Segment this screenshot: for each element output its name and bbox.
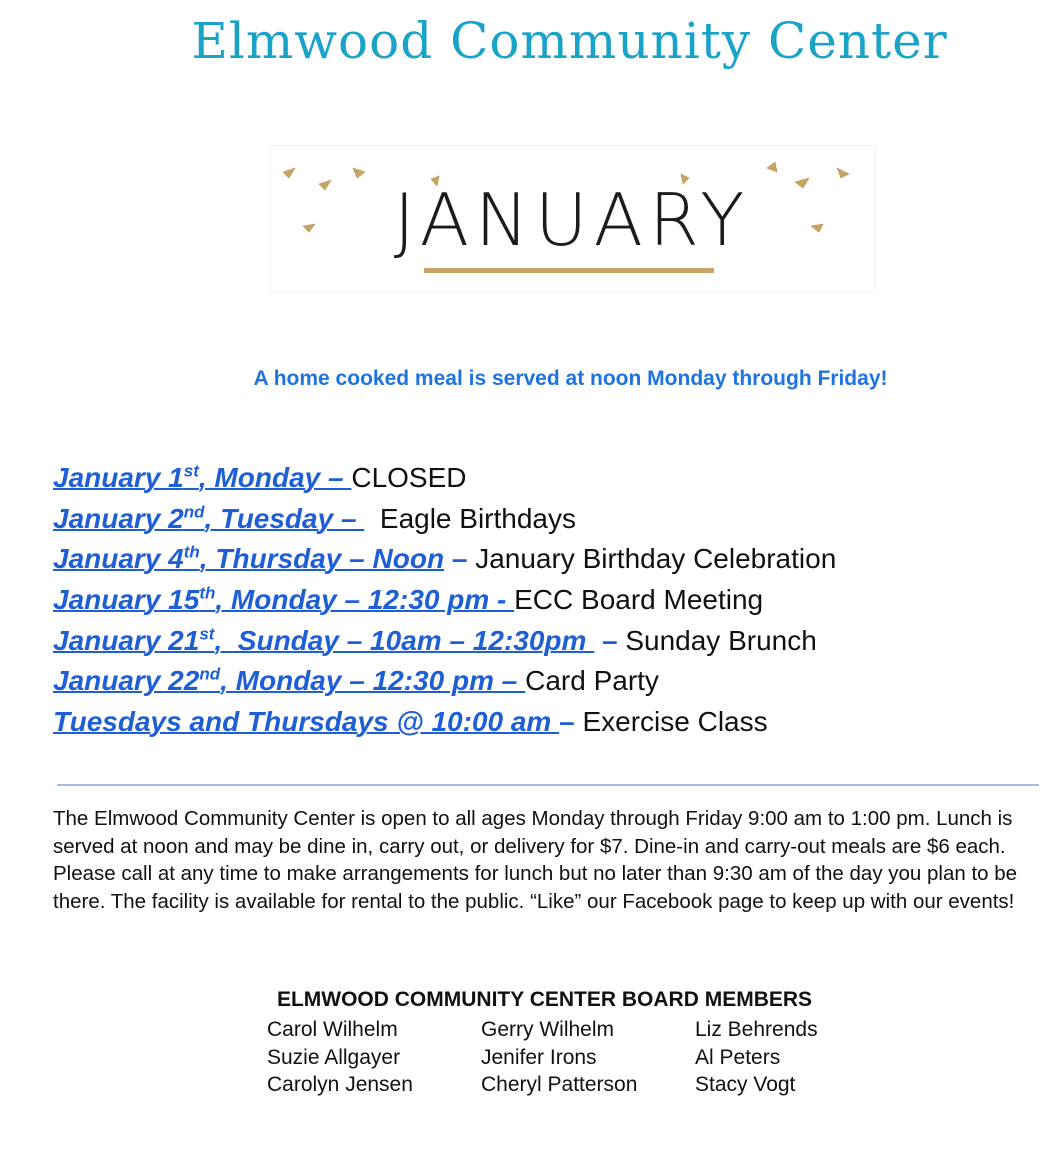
event-name: Sunday Brunch — [625, 624, 817, 656]
event-item — [53, 702, 836, 743]
board-member: Liz Behrends — [695, 1018, 818, 1041]
board-member: Jenifer Irons — [481, 1045, 597, 1069]
event-item — [53, 621, 836, 662]
board-member: Suzie Allgayer — [267, 1045, 401, 1069]
section-divider — [57, 784, 1039, 786]
event-item — [53, 539, 836, 580]
month-heading: JANUARY — [393, 178, 751, 262]
event-separator: – — [444, 543, 476, 575]
confetti-piece-9 — [837, 168, 849, 178]
event-separator: – — [594, 624, 626, 656]
board-heading: ELMWOOD COMMUNITY CENTER BOARD MEMBERS — [276, 988, 813, 1011]
event-name: ECC Board Meeting — [514, 584, 764, 616]
event-separator — [364, 503, 380, 534]
month-underline — [424, 268, 714, 273]
event-date-link[interactable]: January 2nd, Tuesday – — [53, 502, 365, 534]
board-member: Stacy Vogt — [695, 1073, 796, 1096]
event-item — [53, 580, 836, 621]
board-member: Cheryl Patterson — [481, 1073, 638, 1096]
confetti-piece-1 — [283, 168, 295, 178]
confetti-piece-7 — [767, 162, 777, 172]
board-member: Carol Wilhelm — [267, 1018, 398, 1041]
page-title: Elmwood Community Center — [191, 12, 948, 70]
confetti-piece-3 — [353, 168, 365, 178]
event-name: Exercise Class — [582, 706, 768, 738]
event-date-link[interactable]: January 21st, Sunday – 10am – 12:30pm — [53, 624, 595, 656]
board-member: Al Peters — [695, 1045, 781, 1069]
board-member: Carolyn Jensen — [267, 1073, 413, 1096]
board-member: Gerry Wilhelm — [481, 1018, 615, 1041]
event-item — [53, 499, 836, 540]
event-date-link[interactable]: January 15th, Monday – 12:30 pm - — [53, 583, 515, 616]
event-separator: – — [559, 706, 583, 738]
event-date-link[interactable]: Tuesdays and Thursdays @ 10:00 am — [53, 706, 560, 738]
event-name: Card Party — [525, 665, 659, 697]
event-name: CLOSED — [351, 462, 467, 493]
event-date-link[interactable]: January 1st, Monday – — [53, 461, 352, 493]
event-name: January Birthday Celebration — [475, 543, 837, 575]
event-item — [53, 458, 836, 499]
about-paragraph: The Elmwood Community Center is open to all ages Monday through Friday 9:00 am to 1:00 pm. Lunch is served at noon and may be dine in, carry out, or delivery for $7. Dine-in and carry-out meals are $6 each. Please call at any time to make arrangements for lunch but no later than 9:30 am of the day you plan to be there. The facility is available for rental to the public. “Like” our Facebook page to keep up with our events! — [53, 807, 1018, 913]
meal-notice: A home cooked meal is served at noon Monday through Friday! — [253, 367, 888, 390]
event-list — [53, 458, 836, 743]
event-name: Eagle Birthdays — [379, 502, 576, 534]
event-date-link[interactable]: January 4th, Thursday – Noon — [53, 543, 445, 575]
event-item — [53, 661, 836, 702]
event-date-link[interactable]: January 22nd, Monday – 12:30 pm – — [53, 665, 526, 697]
